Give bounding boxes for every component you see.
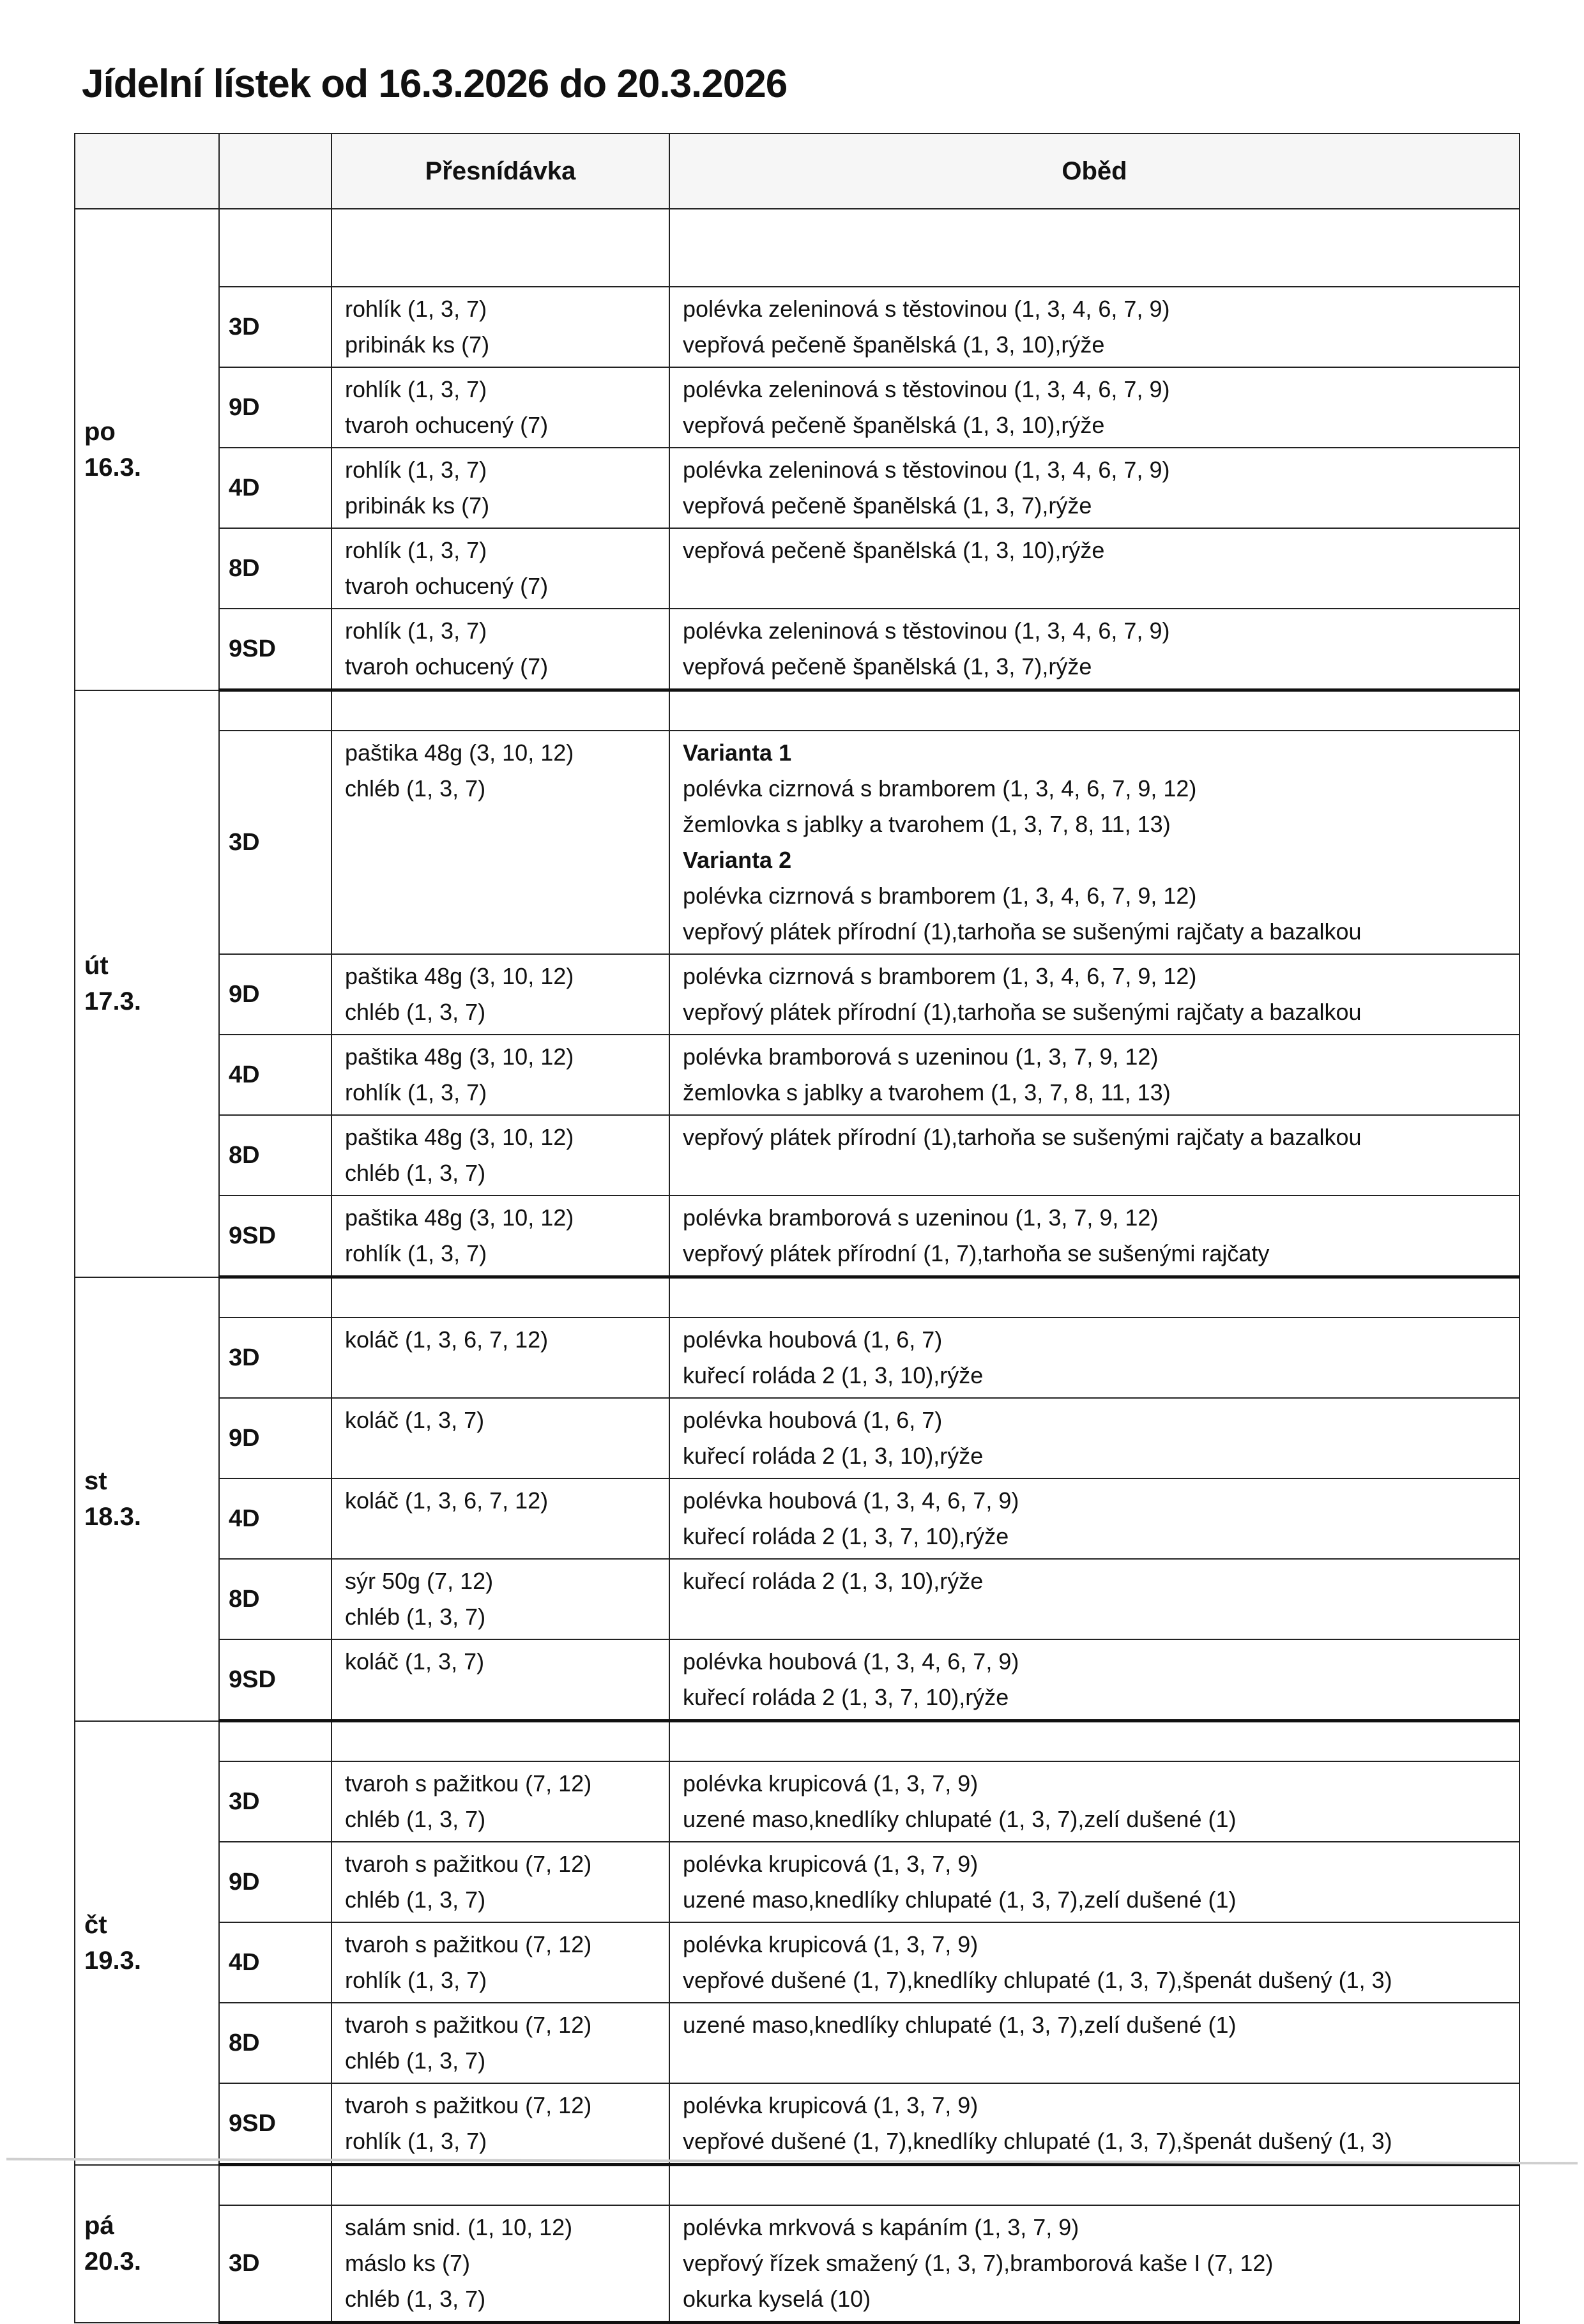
snack-item: chléb (1, 3, 7) xyxy=(345,1806,486,1832)
day-spacer-row xyxy=(75,690,1519,731)
snack-item: rohlík (1, 3, 7) xyxy=(345,376,487,402)
day-abbr: čt xyxy=(84,1911,107,1939)
menu-row xyxy=(75,731,1519,954)
menu-row xyxy=(75,1639,1519,1721)
lunch-item: polévka krupicová (1, 3, 7, 9) xyxy=(683,1770,979,1796)
menu-row xyxy=(75,1478,1519,1559)
day-label xyxy=(75,209,219,690)
lunch-item: vepřová pečeně španělská (1, 3, 7),rýže xyxy=(683,492,1092,519)
empty-cell xyxy=(669,1721,1519,1762)
lunch-cell xyxy=(669,2003,1519,2083)
header-row xyxy=(75,133,1519,209)
lunch-item: polévka houbová (1, 3, 4, 6, 7, 9) xyxy=(683,1487,1019,1514)
empty-cell xyxy=(219,209,331,287)
snack-item: koláč (1, 3, 7) xyxy=(345,1407,485,1433)
day-label xyxy=(75,690,219,1277)
lunch-cell xyxy=(669,1398,1519,1478)
snack-item: chléb (1, 3, 7) xyxy=(345,2286,486,2312)
menu-row xyxy=(75,1318,1519,1398)
lunch-item: vepřový plátek přírodní (1),tarhoňa se sušenými rajčaty a bazalkou xyxy=(683,1124,1362,1150)
snack-item: tvaroh ochucený (7) xyxy=(345,653,549,680)
menu-row xyxy=(75,1196,1519,1277)
group-label: 8D xyxy=(219,1115,331,1196)
snack-cell xyxy=(331,1398,669,1478)
menu-body xyxy=(75,209,1519,2323)
lunch-item: polévka cizrnová s bramborem (1, 3, 4, 6, 7, 9, 12) xyxy=(683,883,1197,909)
snack-item: máslo ks (7) xyxy=(345,2250,471,2276)
menu-row xyxy=(75,448,1519,528)
menu-row xyxy=(75,1115,1519,1196)
snack-item: tvaroh s pažitkou (7, 12) xyxy=(345,2012,592,2038)
group-label: 9SD xyxy=(219,2083,331,2165)
day-abbr: po xyxy=(84,417,116,446)
lunch-item: vepřová pečeně španělská (1, 3, 10),rýže xyxy=(683,412,1105,438)
snack-item: rohlík (1, 3, 7) xyxy=(345,1967,487,1993)
lunch-cell xyxy=(669,367,1519,448)
empty-cell xyxy=(669,2165,1519,2206)
menu-row xyxy=(75,954,1519,1035)
lunch-cell xyxy=(669,1318,1519,1398)
lunch-item: uzené maso,knedlíky chlupaté (1, 3, 7),zelí dušené (1) xyxy=(683,2012,1237,2038)
snack-item: pribinák ks (7) xyxy=(345,492,490,519)
menu-row xyxy=(75,1559,1519,1639)
day-abbr: st xyxy=(84,1467,107,1495)
lunch-item: vepřový řízek smažený (1, 3, 7),bramborová kaše I (7, 12) xyxy=(683,2250,1274,2276)
snack-cell xyxy=(331,1761,669,1842)
lunch-cell xyxy=(669,954,1519,1035)
day-date: 17.3. xyxy=(84,987,141,1015)
header-lunch: Oběd xyxy=(669,133,1519,209)
snack-item: tvaroh s pažitkou (7, 12) xyxy=(345,1770,592,1796)
menu-row xyxy=(75,2205,1519,2323)
lunch-item: polévka krupicová (1, 3, 7, 9) xyxy=(683,1931,979,1957)
lunch-item: vepřové dušené (1, 7),knedlíky chlupaté (1, 3, 7),špenát dušený (1, 3) xyxy=(683,2128,1392,2154)
group-label: 3D xyxy=(219,1318,331,1398)
day-spacer-row xyxy=(75,1277,1519,1318)
snack-item: salám snid. (1, 10, 12) xyxy=(345,2214,573,2240)
snack-item: chléb (1, 3, 7) xyxy=(345,1887,486,1913)
menu-row xyxy=(75,1922,1519,2003)
snack-item: tvaroh ochucený (7) xyxy=(345,573,549,599)
snack-item: rohlík (1, 3, 7) xyxy=(345,296,487,322)
lunch-item: polévka zeleninová s těstovinou (1, 3, 4, 6, 7, 9) xyxy=(683,457,1170,483)
day-spacer-row xyxy=(75,1721,1519,1762)
day-date: 19.3. xyxy=(84,1947,141,1975)
snack-cell xyxy=(331,1035,669,1115)
day-spacer-row xyxy=(75,209,1519,287)
snack-cell xyxy=(331,954,669,1035)
snack-cell xyxy=(331,731,669,954)
snack-item: koláč (1, 3, 6, 7, 12) xyxy=(345,1487,549,1514)
lunch-cell xyxy=(669,1761,1519,1842)
snack-cell xyxy=(331,2083,669,2165)
empty-cell xyxy=(669,1277,1519,1318)
group-label: 4D xyxy=(219,448,331,528)
group-label: 3D xyxy=(219,2205,331,2323)
lunch-cell xyxy=(669,609,1519,690)
lunch-item: vepřový plátek přírodní (1),tarhoňa se sušenými rajčaty a bazalkou xyxy=(683,999,1362,1025)
snack-cell xyxy=(331,1115,669,1196)
day-label xyxy=(75,2165,219,2323)
snack-item: tvaroh s pažitkou (7, 12) xyxy=(345,2092,592,2118)
empty-cell xyxy=(669,690,1519,731)
lunch-item: polévka bramborová s uzeninou (1, 3, 7, 9, 12) xyxy=(683,1044,1159,1070)
empty-cell xyxy=(219,1721,331,1762)
snack-item: chléb (1, 3, 7) xyxy=(345,1604,486,1630)
snack-cell xyxy=(331,1922,669,2003)
empty-cell xyxy=(669,209,1519,287)
lunch-cell xyxy=(669,1842,1519,1922)
day-label xyxy=(75,1277,219,1721)
group-label: 3D xyxy=(219,731,331,954)
menu-row xyxy=(75,2083,1519,2165)
snack-item: tvaroh s pažitkou (7, 12) xyxy=(345,1931,592,1957)
snack-item: rohlík (1, 3, 7) xyxy=(345,1240,487,1266)
snack-cell xyxy=(331,528,669,609)
lunch-cell xyxy=(669,2205,1519,2323)
lunch-item: vepřový plátek přírodní (1),tarhoňa se sušenými rajčaty a bazalkou xyxy=(683,918,1362,945)
lunch-item: uzené maso,knedlíky chlupaté (1, 3, 7),zelí dušené (1) xyxy=(683,1887,1237,1913)
day-abbr: út xyxy=(84,952,109,980)
empty-cell xyxy=(219,1277,331,1318)
lunch-cell xyxy=(669,2083,1519,2165)
lunch-item: polévka cizrnová s bramborem (1, 3, 4, 6, 7, 9, 12) xyxy=(683,963,1197,989)
empty-cell xyxy=(219,2165,331,2206)
menu-row xyxy=(75,528,1519,609)
snack-item: tvaroh ochucený (7) xyxy=(345,412,549,438)
lunch-item: kuřecí roláda 2 (1, 3, 10),rýže xyxy=(683,1568,984,1594)
snack-item: paštika 48g (3, 10, 12) xyxy=(345,963,574,989)
lunch-item: polévka mrkvová s kapáním (1, 3, 7, 9) xyxy=(683,2214,1079,2240)
lunch-cell xyxy=(669,528,1519,609)
empty-cell xyxy=(331,2165,669,2206)
page-title: Jídelní lístek od 16.3.2026 do 20.3.2026 xyxy=(82,62,788,106)
snack-cell xyxy=(331,448,669,528)
snack-item: paštika 48g (3, 10, 12) xyxy=(345,740,574,766)
snack-item: koláč (1, 3, 6, 7, 12) xyxy=(345,1326,549,1353)
menu-row xyxy=(75,2003,1519,2083)
lunch-item: žemlovka s jablky a tvarohem (1, 3, 7, 8, 11, 13) xyxy=(683,1079,1171,1105)
snack-cell xyxy=(331,1559,669,1639)
snack-item: rohlík (1, 3, 7) xyxy=(345,537,487,563)
snack-cell xyxy=(331,1842,669,1922)
snack-item: rohlík (1, 3, 7) xyxy=(345,457,487,483)
menu-table xyxy=(74,133,1520,2324)
lunch-item: polévka krupicová (1, 3, 7, 9) xyxy=(683,2092,979,2118)
group-label: 9SD xyxy=(219,609,331,690)
snack-cell xyxy=(331,287,669,367)
lunch-item: polévka krupicová (1, 3, 7, 9) xyxy=(683,1851,979,1877)
snack-cell xyxy=(331,2003,669,2083)
menu-row xyxy=(75,609,1519,690)
group-label: 3D xyxy=(219,287,331,367)
snack-cell xyxy=(331,367,669,448)
group-label: 9SD xyxy=(219,1639,331,1721)
snack-item: paštika 48g (3, 10, 12) xyxy=(345,1044,574,1070)
lunch-item: kuřecí roláda 2 (1, 3, 10),rýže xyxy=(683,1443,984,1469)
day-spacer-row xyxy=(75,2165,1519,2206)
snack-item: rohlík (1, 3, 7) xyxy=(345,618,487,644)
lunch-item: vepřový plátek přírodní (1, 7),tarhoňa se sušenými rajčaty xyxy=(683,1240,1270,1266)
lunch-item: vepřová pečeně španělská (1, 3, 10),rýže xyxy=(683,537,1105,563)
snack-item: chléb (1, 3, 7) xyxy=(345,2047,486,2074)
snack-item: chléb (1, 3, 7) xyxy=(345,1160,486,1186)
menu-row xyxy=(75,287,1519,367)
lunch-item: vepřové dušené (1, 7),knedlíky chlupaté (1, 3, 7),špenát dušený (1, 3) xyxy=(683,1967,1392,1993)
lunch-item: vepřová pečeně španělská (1, 3, 10),rýže xyxy=(683,331,1105,358)
header-day xyxy=(75,133,219,209)
empty-cell xyxy=(219,690,331,731)
lunch-item: žemlovka s jablky a tvarohem (1, 3, 7, 8, 11, 13) xyxy=(683,811,1171,837)
snack-cell xyxy=(331,1639,669,1721)
group-label: 8D xyxy=(219,528,331,609)
lunch-cell xyxy=(669,448,1519,528)
snack-item: paštika 48g (3, 10, 12) xyxy=(345,1204,574,1231)
group-label: 9D xyxy=(219,1842,331,1922)
empty-cell xyxy=(331,1277,669,1318)
snack-cell xyxy=(331,1478,669,1559)
snack-item: koláč (1, 3, 7) xyxy=(345,1648,485,1675)
menu-row xyxy=(75,1035,1519,1115)
snack-item: paštika 48g (3, 10, 12) xyxy=(345,1124,574,1150)
snack-item: pribinák ks (7) xyxy=(345,331,490,358)
lunch-cell xyxy=(669,1115,1519,1196)
lunch-cell xyxy=(669,1196,1519,1277)
menu-row xyxy=(75,1842,1519,1922)
variant-heading: Varianta 2 xyxy=(683,847,792,873)
lunch-item: polévka cizrnová s bramborem (1, 3, 4, 6, 7, 9, 12) xyxy=(683,775,1197,801)
lunch-item: polévka zeleninová s těstovinou (1, 3, 4, 6, 7, 9) xyxy=(683,376,1170,402)
empty-cell xyxy=(331,690,669,731)
group-label: 9D xyxy=(219,367,331,448)
lunch-cell xyxy=(669,1478,1519,1559)
day-date: 16.3. xyxy=(84,453,141,482)
snack-item: rohlík (1, 3, 7) xyxy=(345,2128,487,2154)
lunch-item: polévka houbová (1, 6, 7) xyxy=(683,1407,943,1433)
day-date: 18.3. xyxy=(84,1503,141,1531)
menu-row xyxy=(75,367,1519,448)
header-snack: Přesnídávka xyxy=(331,133,669,209)
lunch-item: vepřová pečeně španělská (1, 3, 7),rýže xyxy=(683,653,1092,680)
lunch-cell xyxy=(669,1639,1519,1721)
lunch-item: polévka zeleninová s těstovinou (1, 3, 4, 6, 7, 9) xyxy=(683,296,1170,322)
lunch-item: polévka bramborová s uzeninou (1, 3, 7, 9, 12) xyxy=(683,1204,1159,1231)
snack-cell xyxy=(331,1318,669,1398)
lunch-cell xyxy=(669,1559,1519,1639)
snack-item: sýr 50g (7, 12) xyxy=(345,1568,494,1594)
snack-item: tvaroh s pažitkou (7, 12) xyxy=(345,1851,592,1877)
group-label: 3D xyxy=(219,1761,331,1842)
lunch-item: uzené maso,knedlíky chlupaté (1, 3, 7),zelí dušené (1) xyxy=(683,1806,1237,1832)
lunch-item: polévka houbová (1, 6, 7) xyxy=(683,1326,943,1353)
lunch-cell xyxy=(669,1922,1519,2003)
lunch-item: polévka houbová (1, 3, 4, 6, 7, 9) xyxy=(683,1648,1019,1675)
snack-cell xyxy=(331,609,669,690)
lunch-cell xyxy=(669,731,1519,954)
group-label: 4D xyxy=(219,1035,331,1115)
group-label: 4D xyxy=(219,1478,331,1559)
day-date: 20.3. xyxy=(84,2247,141,2275)
snack-item: chléb (1, 3, 7) xyxy=(345,999,486,1025)
day-abbr: pá xyxy=(84,2212,114,2240)
group-label: 9SD xyxy=(219,1196,331,1277)
variant-heading: Varianta 1 xyxy=(683,740,792,766)
menu-row xyxy=(75,1398,1519,1478)
lunch-item: okurka kyselá (10) xyxy=(683,2286,871,2312)
group-label: 8D xyxy=(219,1559,331,1639)
group-label: 9D xyxy=(219,1398,331,1478)
lunch-item: kuřecí roláda 2 (1, 3, 7, 10),rýže xyxy=(683,1684,1009,1710)
empty-cell xyxy=(331,1721,669,1762)
lunch-cell xyxy=(669,287,1519,367)
snack-cell xyxy=(331,2205,669,2323)
group-label: 9D xyxy=(219,954,331,1035)
lunch-cell xyxy=(669,1035,1519,1115)
snack-item: rohlík (1, 3, 7) xyxy=(345,1079,487,1105)
header-group xyxy=(219,133,331,209)
lunch-item: polévka zeleninová s těstovinou (1, 3, 4, 6, 7, 9) xyxy=(683,618,1170,644)
menu-row xyxy=(75,1761,1519,1842)
group-label: 4D xyxy=(219,1922,331,2003)
snack-item: chléb (1, 3, 7) xyxy=(345,775,486,801)
empty-cell xyxy=(331,209,669,287)
snack-cell xyxy=(331,1196,669,1277)
day-label xyxy=(75,1721,219,2165)
lunch-item: kuřecí roláda 2 (1, 3, 10),rýže xyxy=(683,1362,984,1388)
lunch-item: kuřecí roláda 2 (1, 3, 7, 10),rýže xyxy=(683,1523,1009,1549)
group-label: 8D xyxy=(219,2003,331,2083)
